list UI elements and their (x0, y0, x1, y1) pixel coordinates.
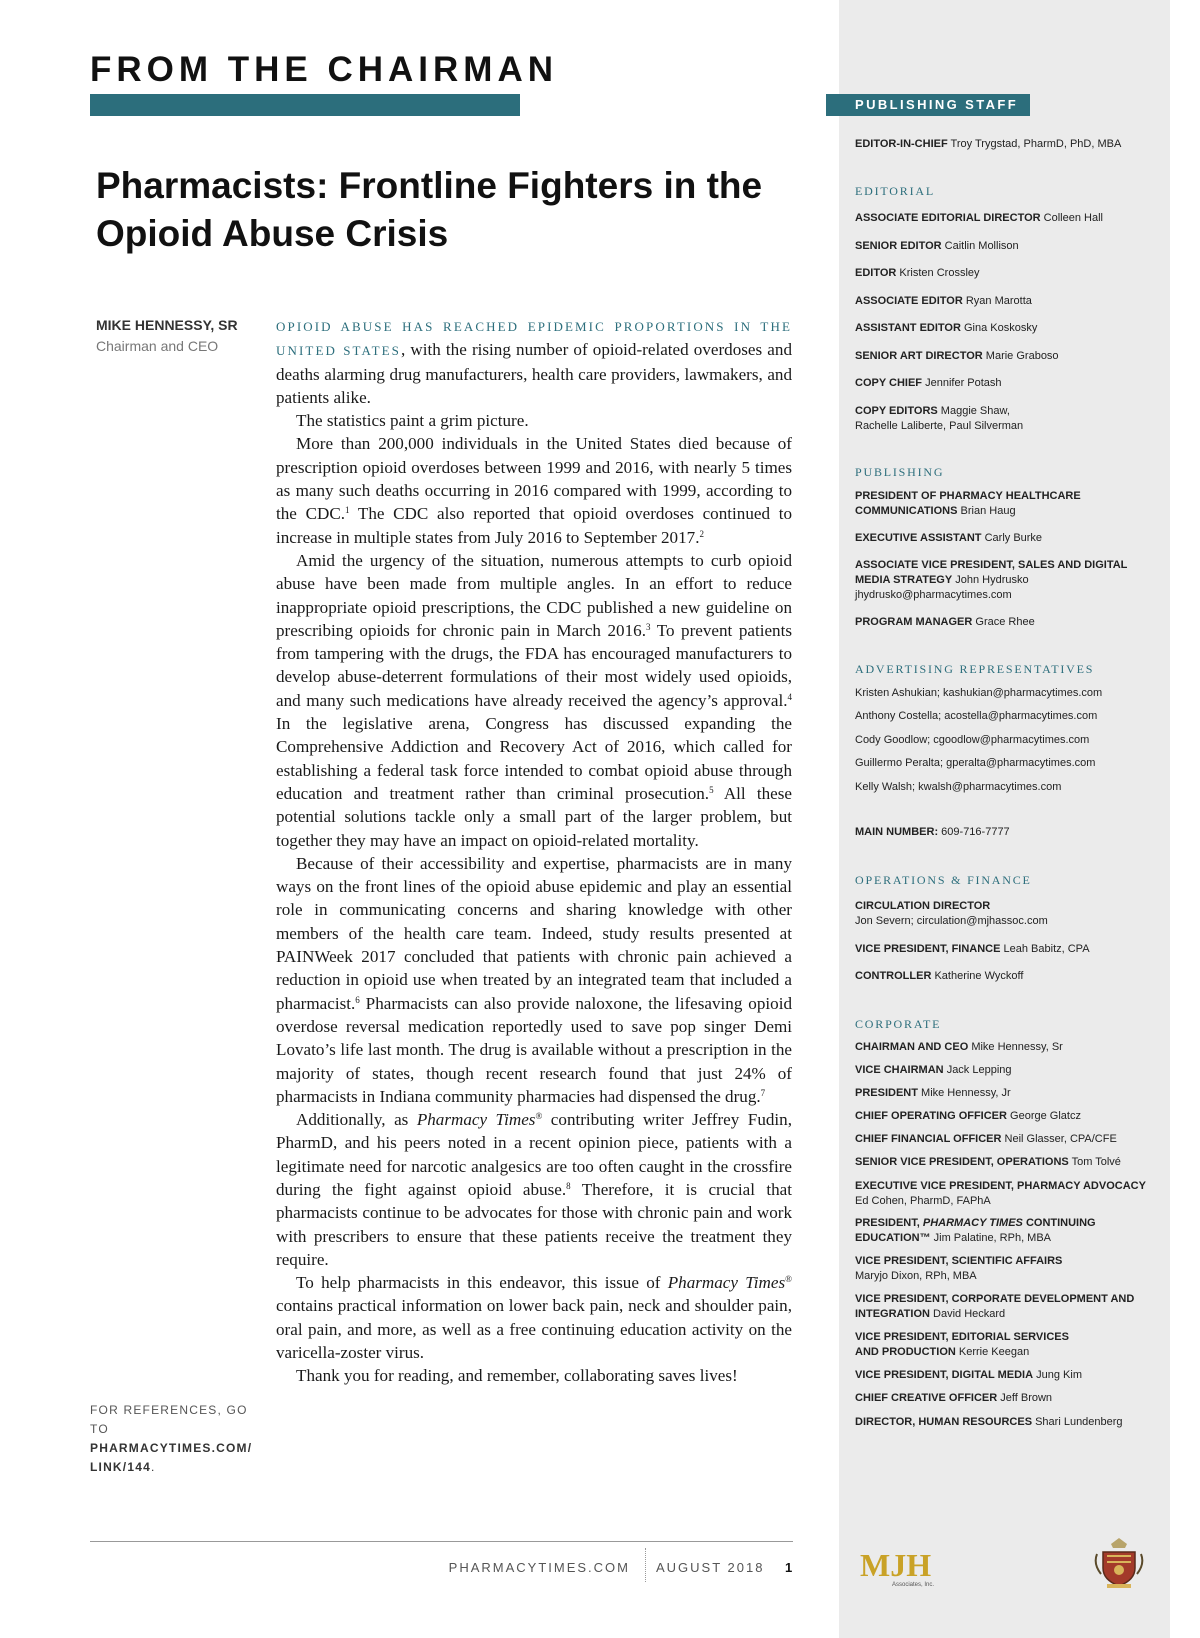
staff-entry: EDITOR Kristen Crossley (855, 267, 980, 279)
staff-entry: VICE PRESIDENT, DIGITAL MEDIA Jung Kim (855, 1369, 1082, 1381)
publishing-heading: PUBLISHING (855, 465, 945, 479)
staff-entry: CHAIRMAN AND CEO Mike Hennessy, Sr (855, 1041, 1063, 1053)
staff-entry: SENIOR ART DIRECTOR Marie Graboso (855, 350, 1059, 362)
staff-entry: ASSOCIATE EDITORIAL DIRECTOR Colleen Hall (855, 212, 1103, 224)
section-title: FROM THE CHAIRMAN (90, 50, 559, 89)
editorial-heading: EDITORIAL (855, 184, 935, 198)
article-paragraph: Thank you for reading, and remember, collaborating saves lives! (296, 1366, 738, 1386)
article-paragraph: Amid the urgency of the situation, numerous attempts to curb opioid abuse have been made from multiple angles. In an effort to reduce inappropriate opioid prescriptions, the CDC published a new guideline on prescribing opioids for chronic pain in March 2016.$^3$ To prevent patients from tampering with the drugs, the FDA has encouraged manufacturers to develop abuse-deterrent formulations of their most widely used opioids, and many such medications have already received the agency’s approval.$^4$ In the legislative arena, Congress has discussed expanding the Comprehensive Addiction and Recovery Act of 2016, which called for establishing a federal task force intended to combat opioid abuse through education and treatment rather than criminal prosecution.$^5$ All these potential solutions tackle only a small part of the larger problem, but together they may have an impact on opioid-related mortality. (276, 550, 793, 850)
crest-icon (1091, 1534, 1147, 1590)
article-paragraph: The statistics paint a grim picture. (296, 411, 529, 431)
staff-entry: CHIEF CREATIVE OFFICER Jeff Brown (855, 1392, 1053, 1404)
footer-rule (90, 1541, 793, 1542)
staff-entry: ASSOCIATE EDITOR Ryan Marotta (855, 295, 1032, 307)
staff-entry: PRESIDENT Mike Hennessy, Jr (855, 1087, 1011, 1099)
publishing-staff-badge: PUBLISHING STAFF (826, 94, 1030, 116)
staff-entry: EDITOR-IN-CHIEF Troy Trygstad, PharmD, PhD, MBA (855, 138, 1122, 150)
staff-entry: CHIEF OPERATING OFFICER George Glatcz (855, 1110, 1081, 1122)
staff-entry: VICE PRESIDENT, EDITORIAL SERVICES AND PRODUCTION Kerrie Keegan (855, 1331, 1069, 1358)
staff-entry: VICE PRESIDENT, SCIENTIFIC AFFAIRS Maryjo Dixon, RPh, MBA (855, 1255, 1063, 1282)
advertising-contact: Kelly Walsh; kwalsh@pharmacytimes.com (855, 781, 1062, 793)
corporate-heading: CORPORATE (855, 1017, 942, 1031)
footer-website[interactable]: PHARMACYTIMES.COM (448, 1560, 630, 1575)
article-paragraph: To help pharmacists in this endeavor, this issue of Pharmacy Times® contains practical information on lower back pain, neck and shoulder pain, oral pain, and more, as well as a free continuing education activity on the varicella-zoster virus. (276, 1273, 792, 1363)
staff-entry: CHIEF FINANCIAL OFFICER Neil Glasser, CPA/CFE (855, 1133, 1117, 1145)
footer-divider (645, 1548, 646, 1582)
staff-entry: PRESIDENT OF PHARMACY HEALTHCARE COMMUNICATIONS Brian Haug (855, 490, 1081, 517)
staff-entry: EXECUTIVE ASSISTANT Carly Burke (855, 532, 1043, 544)
advertising-heading: ADVERTISING REPRESENTATIVES (855, 662, 1095, 676)
staff-entry: CONTROLLER Katherine Wyckoff (855, 970, 1024, 982)
author-name: MIKE HENNESSY, SR (96, 317, 238, 333)
staff-entry: VICE CHAIRMAN Jack Lepping (855, 1064, 1012, 1076)
staff-entry: PRESIDENT, PHARMACY TIMES CONTINUING EDUCATION™ Jim Palatine, RPh, MBA (855, 1217, 1096, 1244)
article-body (276, 314, 792, 1388)
advertising-contact: Cody Goodlow; cgoodlow@pharmacytimes.com (855, 734, 1090, 746)
references-note (90, 1401, 270, 1477)
staff-entry: SENIOR VICE PRESIDENT, OPERATIONS Tom Tolvé (855, 1156, 1121, 1168)
author-role: Chairman and CEO (96, 338, 219, 354)
staff-entry: DIRECTOR, HUMAN RESOURCES Shari Lundenberg (855, 1416, 1123, 1428)
operations-heading: OPERATIONS & FINANCE (855, 873, 1032, 887)
staff-entry: ASSISTANT EDITOR Gina Koskosky (855, 322, 1038, 334)
article-paragraph: Because of their accessibility and expertise, pharmacists are in many ways on the front lines of the opioid abuse epidemic and play an essential role in communicating concerns and sharing knowledge with other members of the health care team. Indeed, study results presented at PAINWeek 2017 concluded that patients with chronic pain achieved a reduction in opioid use when treated by an integrated team that included a pharmacist.$^6$ Pharmacists can also provide naloxone, the lifesaving opioid overdose reversal medication reportedly used to save pop singer Demi Lovato’s life last month. The drug is available without a prescription in the majority of states, though recent research found that just 24% of pharmacists in Indiana community pharmacies had dispensed the drug.$^7$ (276, 853, 792, 1106)
staff-entry: PROGRAM MANAGER Grace Rhee (855, 616, 1035, 628)
staff-entry: SENIOR EDITOR Caitlin Mollison (855, 240, 1019, 252)
staff-entry: CIRCULATION DIRECTOR Jon Severn; circulation@mjhassoc.com (855, 900, 1048, 927)
advertising-contact: Guillermo Peralta; gperalta@pharmacytimes.com (855, 757, 1096, 769)
article-paragraph: OPIOID ABUSE HAS REACHED EPIDEMIC PROPORTIONS IN THE UNITED STATES, with the rising number of opioid-related overdoses and deaths alarming drug manufacturers, health care providers, lawmakers, and patients alike. (276, 319, 792, 407)
article-title: Pharmacists: Frontline Fighters in the Opioid Abuse Crisis (96, 165, 763, 254)
staff-entry: EXECUTIVE VICE PRESIDENT, PHARMACY ADVOCACY Ed Cohen, PharmD, FAPhA (855, 1180, 1146, 1207)
lead-in: OPIOID ABUSE HAS REACHED EPIDEMIC PROPORTIONS IN THE UNITED STATES (276, 319, 792, 359)
footer-issue-date: AUGUST 2018 (656, 1560, 765, 1575)
staff-entry: COPY EDITORS Maggie Shaw, Rachelle Laliberte, Paul Silverman (855, 405, 1024, 432)
advertising-contact: Anthony Costella; acostella@pharmacytimes.com (855, 710, 1098, 722)
staff-entry: VICE PRESIDENT, FINANCE Leah Babitz, CPA (855, 943, 1090, 955)
references-link[interactable]: PHARMACYTIMES.COM/ LINK/144. (90, 1441, 253, 1474)
staff-entry: ASSOCIATE VICE PRESIDENT, SALES AND DIGITAL MEDIA STRATEGY John Hydrusko jhydrusko@pharmacytimes.com (855, 559, 1128, 601)
main-number: MAIN NUMBER: 609-716-7777 (855, 826, 1010, 838)
staff-entry: COPY CHIEF Jennifer Potash (855, 377, 1002, 389)
page-number: 1 (785, 1560, 793, 1575)
advertising-contact: Kristen Ashukian; kashukian@pharmacytimes.com (855, 687, 1103, 699)
staff-entry: VICE PRESIDENT, CORPORATE DEVELOPMENT AND INTEGRATION David Heckard (855, 1293, 1135, 1320)
mjh-logo-subtitle: Associates, Inc. (892, 1582, 935, 1588)
mjh-associates-logo (858, 1548, 948, 1588)
article-paragraph: More than 200,000 individuals in the United States died because of prescription opioid overdoses between 1999 and 2016, with nearly 5 times as many such deaths occurring in 2016 compared with 1999, according to the CDC.$^1$ The CDC also reported that opioid overdoses continued to increase in multiple states from July 2016 to September 2017.$^2$ (276, 434, 792, 547)
article-paragraph: Additionally, as Pharmacy Times® contributing writer Jeffrey Fudin, PharmD, and his peers noted in a recent opinion piece, patients with a legitimate need for narcotic analgesics are too often caught in the crossfire during the fight against opioid abuse.$^8$ Therefore, it is crucial that pharmacists continue to be advocates for those with chronic pain and work with prescribers to ensure that these patients receive the treatment they require. (276, 1110, 792, 1269)
mjh-logo-letters: MJH (860, 1548, 932, 1583)
references-label: FOR REFERENCES, GO TO (90, 1403, 248, 1436)
section-title-bar (90, 94, 520, 116)
